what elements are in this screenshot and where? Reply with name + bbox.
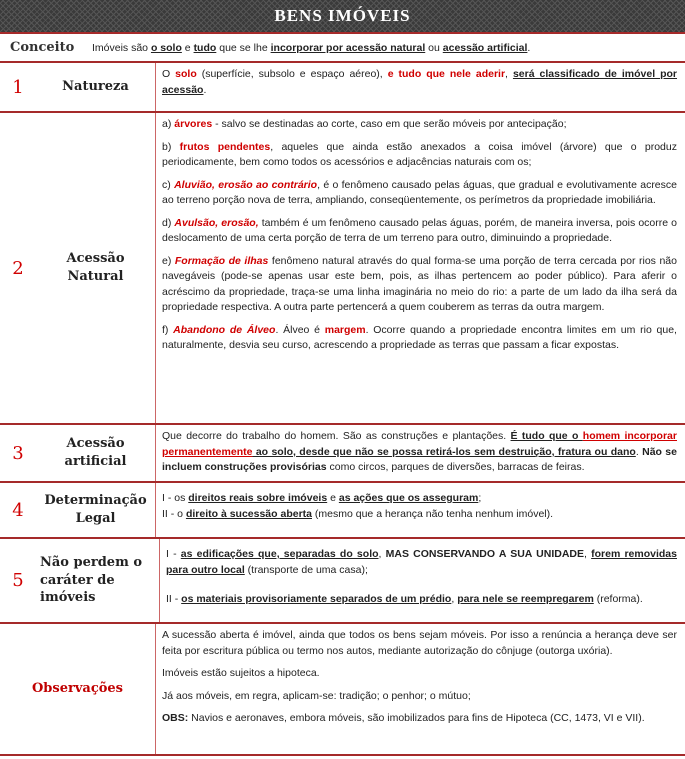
row-natureza — [0, 63, 685, 113]
obs-paragraph-3: Já aos móveis, em regra, aplicam-se: tradição; o penhor; o mútuo; — [162, 689, 471, 702]
obs-paragraph-1: A sucessão aberta é imóvel, ainda que todos os bens sejam móveis. Por isso a renúncia a herança deve ser feita por escritura pública ou termo nos autos, mediante autorização do cônjuge (outorga uxória). — [162, 629, 677, 657]
paragraph-c: c) Aluvião, erosão ao contrário, é o fenômeno causado pelas águas, que gradual e evolutivamente acresce ao terreno porção nova de terra, ampliando, conseqüentemente, os perímetros da propriedade imobiliária. — [162, 178, 677, 207]
row-number: 4 — [12, 499, 24, 521]
row-determinacao-legal — [0, 483, 685, 539]
item-1: I - as edificações que, separadas do solo, MAS CONSERVANDO A SUA UNIDADE, forem removidas para outro local (transporte de uma casa); — [166, 548, 677, 576]
row-acessao-artificial — [0, 425, 685, 483]
title-bar — [0, 0, 685, 34]
row-number: 1 — [12, 76, 24, 98]
paragraph-b: b) frutos pendentes, aqueles que ainda estão anexados a coisa imóvel (árvore) que o produz periodicamente, bem como todos os acessórios e adjacências naturais com os; — [162, 140, 677, 169]
paragraph-d: d) Avulsão, erosão, também é um fenômeno causado pelas águas, porém, de maneira inversa, pois ocorre o deslocamento de uma certa porção de terra de um terreno para outro, diminuindo a propriedade. — [162, 216, 677, 245]
row-nao-perdem — [0, 539, 685, 624]
row-content — [155, 624, 685, 754]
row-label: Determinação Legal — [44, 493, 147, 526]
row-label: Observações — [31, 681, 123, 697]
row-content — [155, 483, 685, 537]
row-number: 2 — [12, 257, 24, 279]
paragraph-a: a) árvores - salvo se destinadas ao corte, caso em que serão móveis por antecipação; — [162, 118, 567, 130]
conceito-label: Conceito — [10, 40, 75, 55]
row-acessao-natural — [0, 113, 685, 425]
row-label: Acessão artificial — [64, 436, 127, 469]
page-title: BENS IMÓVEIS — [274, 6, 411, 25]
row-content — [159, 539, 685, 622]
row-number: 5 — [12, 570, 24, 591]
row-content: Que decorre do trabalho do homem. São as construções e plantações. É tudo que o homem incorporar permanentemente ao solo, desde que não se possa retirá-los sem destruição, fratura ou dano. Não se incluem construções provisórias como circos, parques de diversões, barracas de feiras. — [155, 425, 685, 481]
conceito-row — [0, 34, 685, 63]
obs-paragraph-2: Imóveis estão sujeitos a hipoteca. — [162, 667, 320, 680]
row-number: 3 — [12, 442, 24, 464]
obs-paragraph-4: OBS: Navios e aeronaves, embora móveis, são imobilizados para fins de Hipoteca (CC, 1473, VI e VII). — [162, 712, 645, 725]
row-content — [155, 113, 685, 423]
row-label: Natureza — [62, 79, 129, 95]
item-1: I - os direitos reais sobre imóveis e as ações que os asseguram; — [162, 492, 482, 504]
item-2: II - o direito à sucessão aberta (mesmo que a herança não tenha nenhum imóvel). — [162, 507, 554, 520]
paragraph-f: f) Abandono de Álveo. Álveo é margem. Ocorre quando a propriedade encontra limites em um rio que, naturalmente, desvia seu curso, acrescendo a propriedade as terras que passam a ficar expostas. — [162, 323, 677, 352]
row-label: Não perdem o caráter de imóveis — [40, 555, 143, 606]
paragraph-e: e) Formação de ilhas fenômeno natural através do qual forma-se uma porção de terra cercada por rios não navegáveis (pode-se apenas usar este bem, pois, as ilhas pertencem ao poder público). Para aferir o acréscimo da propriedade, traça-se uma linha imaginária no meio do rio: a parte de um lado da ilha será da propriedade respectiva. A outra parte pertencerá a quem couberem as terras da outra margem. — [162, 254, 677, 314]
conceito-text: Imóveis são o solo e tudo que se lhe incorporar por acessão natural ou acessão artificial. — [92, 41, 531, 54]
row-content: O solo (superfície, subsolo e espaço aéreo), e tudo que nele aderir, será classificado de imóvel por acessão. — [155, 63, 685, 111]
item-2: II - os materiais provisoriamente separados de um prédio, para nele se reempregarem (reforma). — [166, 593, 643, 606]
row-observacoes — [0, 624, 685, 756]
row-label: Acessão Natural — [66, 251, 125, 284]
